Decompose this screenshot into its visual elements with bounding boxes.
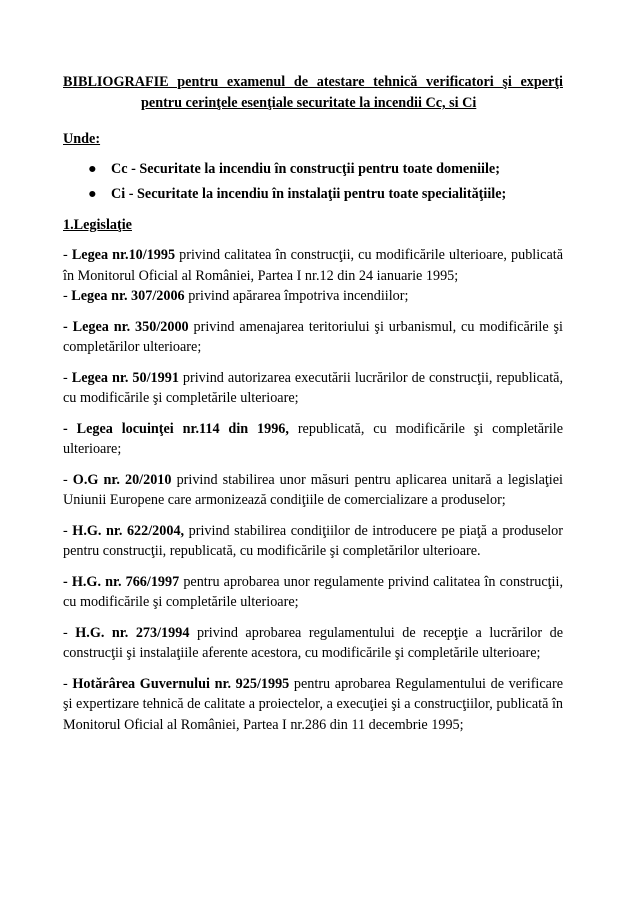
bullet-icon: ● bbox=[88, 186, 97, 202]
entry-law-name: - Legea locuinţei nr.114 din 1996, bbox=[63, 420, 289, 437]
title-line-2: pentru cerinţele esenţiale securitate la incendii Cc, si Ci bbox=[141, 95, 477, 111]
definition-ci bbox=[63, 184, 563, 205]
entry-law-name: Legea nr.10/1995 bbox=[71, 247, 176, 263]
entry-prefix: - bbox=[63, 624, 76, 641]
law-entry bbox=[63, 623, 563, 664]
entry-description: pentru aprobarea unor regulamente privind calitatea în construcţii, cu modificările şi completările ulterioare; bbox=[63, 573, 563, 610]
unde-heading: Unde: bbox=[63, 131, 101, 147]
law-entry bbox=[63, 470, 563, 511]
entry-description: privind aprobarea regulamentului de recepţie a lucrărilor de construcţii şi instalaţiile aferente acestora, cu modificările şi completările ulterioare; bbox=[63, 624, 563, 661]
definition-text: Cc - Securitate la incendiu în construcţii pentru toate domeniile; bbox=[111, 161, 500, 177]
law-entry bbox=[63, 572, 563, 613]
entry-law-name: O.G nr. 20/2010 bbox=[72, 471, 172, 488]
entry-description: republicată, cu modificările şi completările ulterioare; bbox=[63, 420, 563, 457]
law-entry bbox=[63, 368, 563, 409]
entry-prefix: - bbox=[63, 522, 73, 539]
entry-description: pentru aprobarea Regulamentului de verificare şi expertizare tehnică de calitate a proiectelor, a execuţiei şi a construcţiilor, publicată în Monitorul Oficial al României, Partea I nr.286 din 11 decembrie 1995; bbox=[63, 675, 563, 733]
entry-description: privind amenajarea teritoriului şi urbanismul, cu modificările şi completărilor ulterioare; bbox=[63, 318, 563, 355]
entry-description: privind calitatea în construcţii, cu modificările ulterioare, publicată în Monitorul Oficial al României, Partea I nr.12 din 24 ianuarie 1995; bbox=[63, 247, 564, 284]
entry-description: privind stabilirea condiţiilor de introducere pe piaţă a produselor pentru construcţii, republicată, cu modificările şi completărilor ulterioare. bbox=[63, 522, 563, 559]
law-entry bbox=[63, 674, 563, 736]
entry-description: privind apărarea împotriva incendiilor; bbox=[184, 288, 409, 304]
law-entry bbox=[63, 521, 563, 562]
bullet-icon: ● bbox=[88, 161, 97, 177]
entry-law-name: - H.G. nr. 766/1997 bbox=[63, 573, 180, 590]
entry-prefix: - bbox=[63, 471, 73, 488]
legislation-heading: 1.Legislaţie bbox=[63, 217, 132, 233]
entry-law-name: Hotărârea Guvernului nr. 925/1995 bbox=[72, 675, 290, 692]
law-entry bbox=[63, 419, 563, 460]
law-entry bbox=[63, 317, 563, 358]
definitions-list bbox=[63, 159, 563, 205]
entry-prefix: - bbox=[63, 369, 72, 386]
entry-prefix: - bbox=[63, 288, 72, 304]
entry-description: privind stabilirea unor măsuri pentru aplicarea unitară a legislaţiei Uniunii Europene care armonizează condiţiile de comercializare a produselor; bbox=[63, 471, 563, 508]
entry-prefix: - bbox=[63, 247, 72, 263]
entry-law-name: H.G. nr. 273/1994 bbox=[75, 624, 190, 641]
entry-law-name: Legea nr. 307/2006 bbox=[71, 288, 185, 304]
entry-law-name: H.G. nr. 622/2004, bbox=[72, 522, 185, 539]
law-entry bbox=[63, 245, 563, 286]
law-entry bbox=[63, 286, 563, 307]
definition-cc bbox=[63, 159, 563, 180]
entry-prefix: - bbox=[63, 675, 73, 692]
entry-description: privind autorizarea executării lucrărilor de construcţii, republicată, cu modificările şi completările ulterioare; bbox=[63, 369, 563, 406]
document-content bbox=[63, 72, 563, 735]
entry-law-name: - Legea nr. 350/2000 bbox=[63, 318, 189, 335]
title-line-1: BIBLIOGRAFIE pentru examenul de atestare tehnică verificatori şi experţi bbox=[63, 74, 563, 90]
document-title bbox=[63, 72, 563, 114]
definition-text: Ci - Securitate la incendiu în instalaţii pentru toate specialităţiile; bbox=[111, 186, 507, 202]
entry-law-name: Legea nr. 50/1991 bbox=[71, 369, 179, 386]
